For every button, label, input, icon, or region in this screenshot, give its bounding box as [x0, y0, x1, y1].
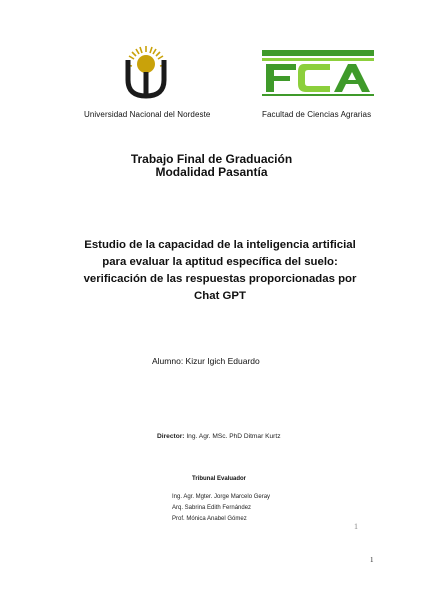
right-institution-name: Facultad de Ciencias Agrarias: [262, 110, 372, 119]
director-name: Ing. Agr. MSc. PhD Ditmar Kurtz: [186, 433, 281, 440]
study-title-line-4: Chat GPT: [194, 290, 246, 302]
tribunal-heading: Tribunal Evaluador: [192, 476, 247, 482]
student-name: Alumno: Kizur Igich Eduardo: [152, 356, 260, 366]
unne-logo: [122, 42, 170, 102]
study-title-line-3: verificación de las respuestas proporcionadas por: [83, 273, 357, 285]
tribunal-member: Arq. Sabrina Edith Fernández: [172, 505, 252, 511]
tribunal-member: Prof. Mónica Anabel Gómez: [172, 516, 247, 522]
director-line: [157, 433, 281, 440]
page-number: 1: [370, 556, 374, 564]
study-title: [70, 237, 370, 305]
fca-logo: [262, 50, 374, 96]
left-institution-name: Universidad Nacional del Nordeste: [84, 110, 211, 119]
study-title-line-2: para evaluar la aptitud específica del suelo:: [102, 256, 338, 268]
inner-page-mark: 1: [354, 522, 358, 531]
director-label: Director:: [157, 433, 185, 440]
title-line-1: Trabajo Final de Graduación: [130, 152, 293, 166]
tribunal-member: Ing. Agr. Mgter. Jorge Marcelo Geray: [172, 494, 271, 500]
study-title-line-1: Estudio de la capacidad de la inteligencia artificial: [84, 239, 356, 251]
document-title: [0, 153, 423, 179]
title-line-2: Modalidad Pasantía: [155, 165, 268, 179]
